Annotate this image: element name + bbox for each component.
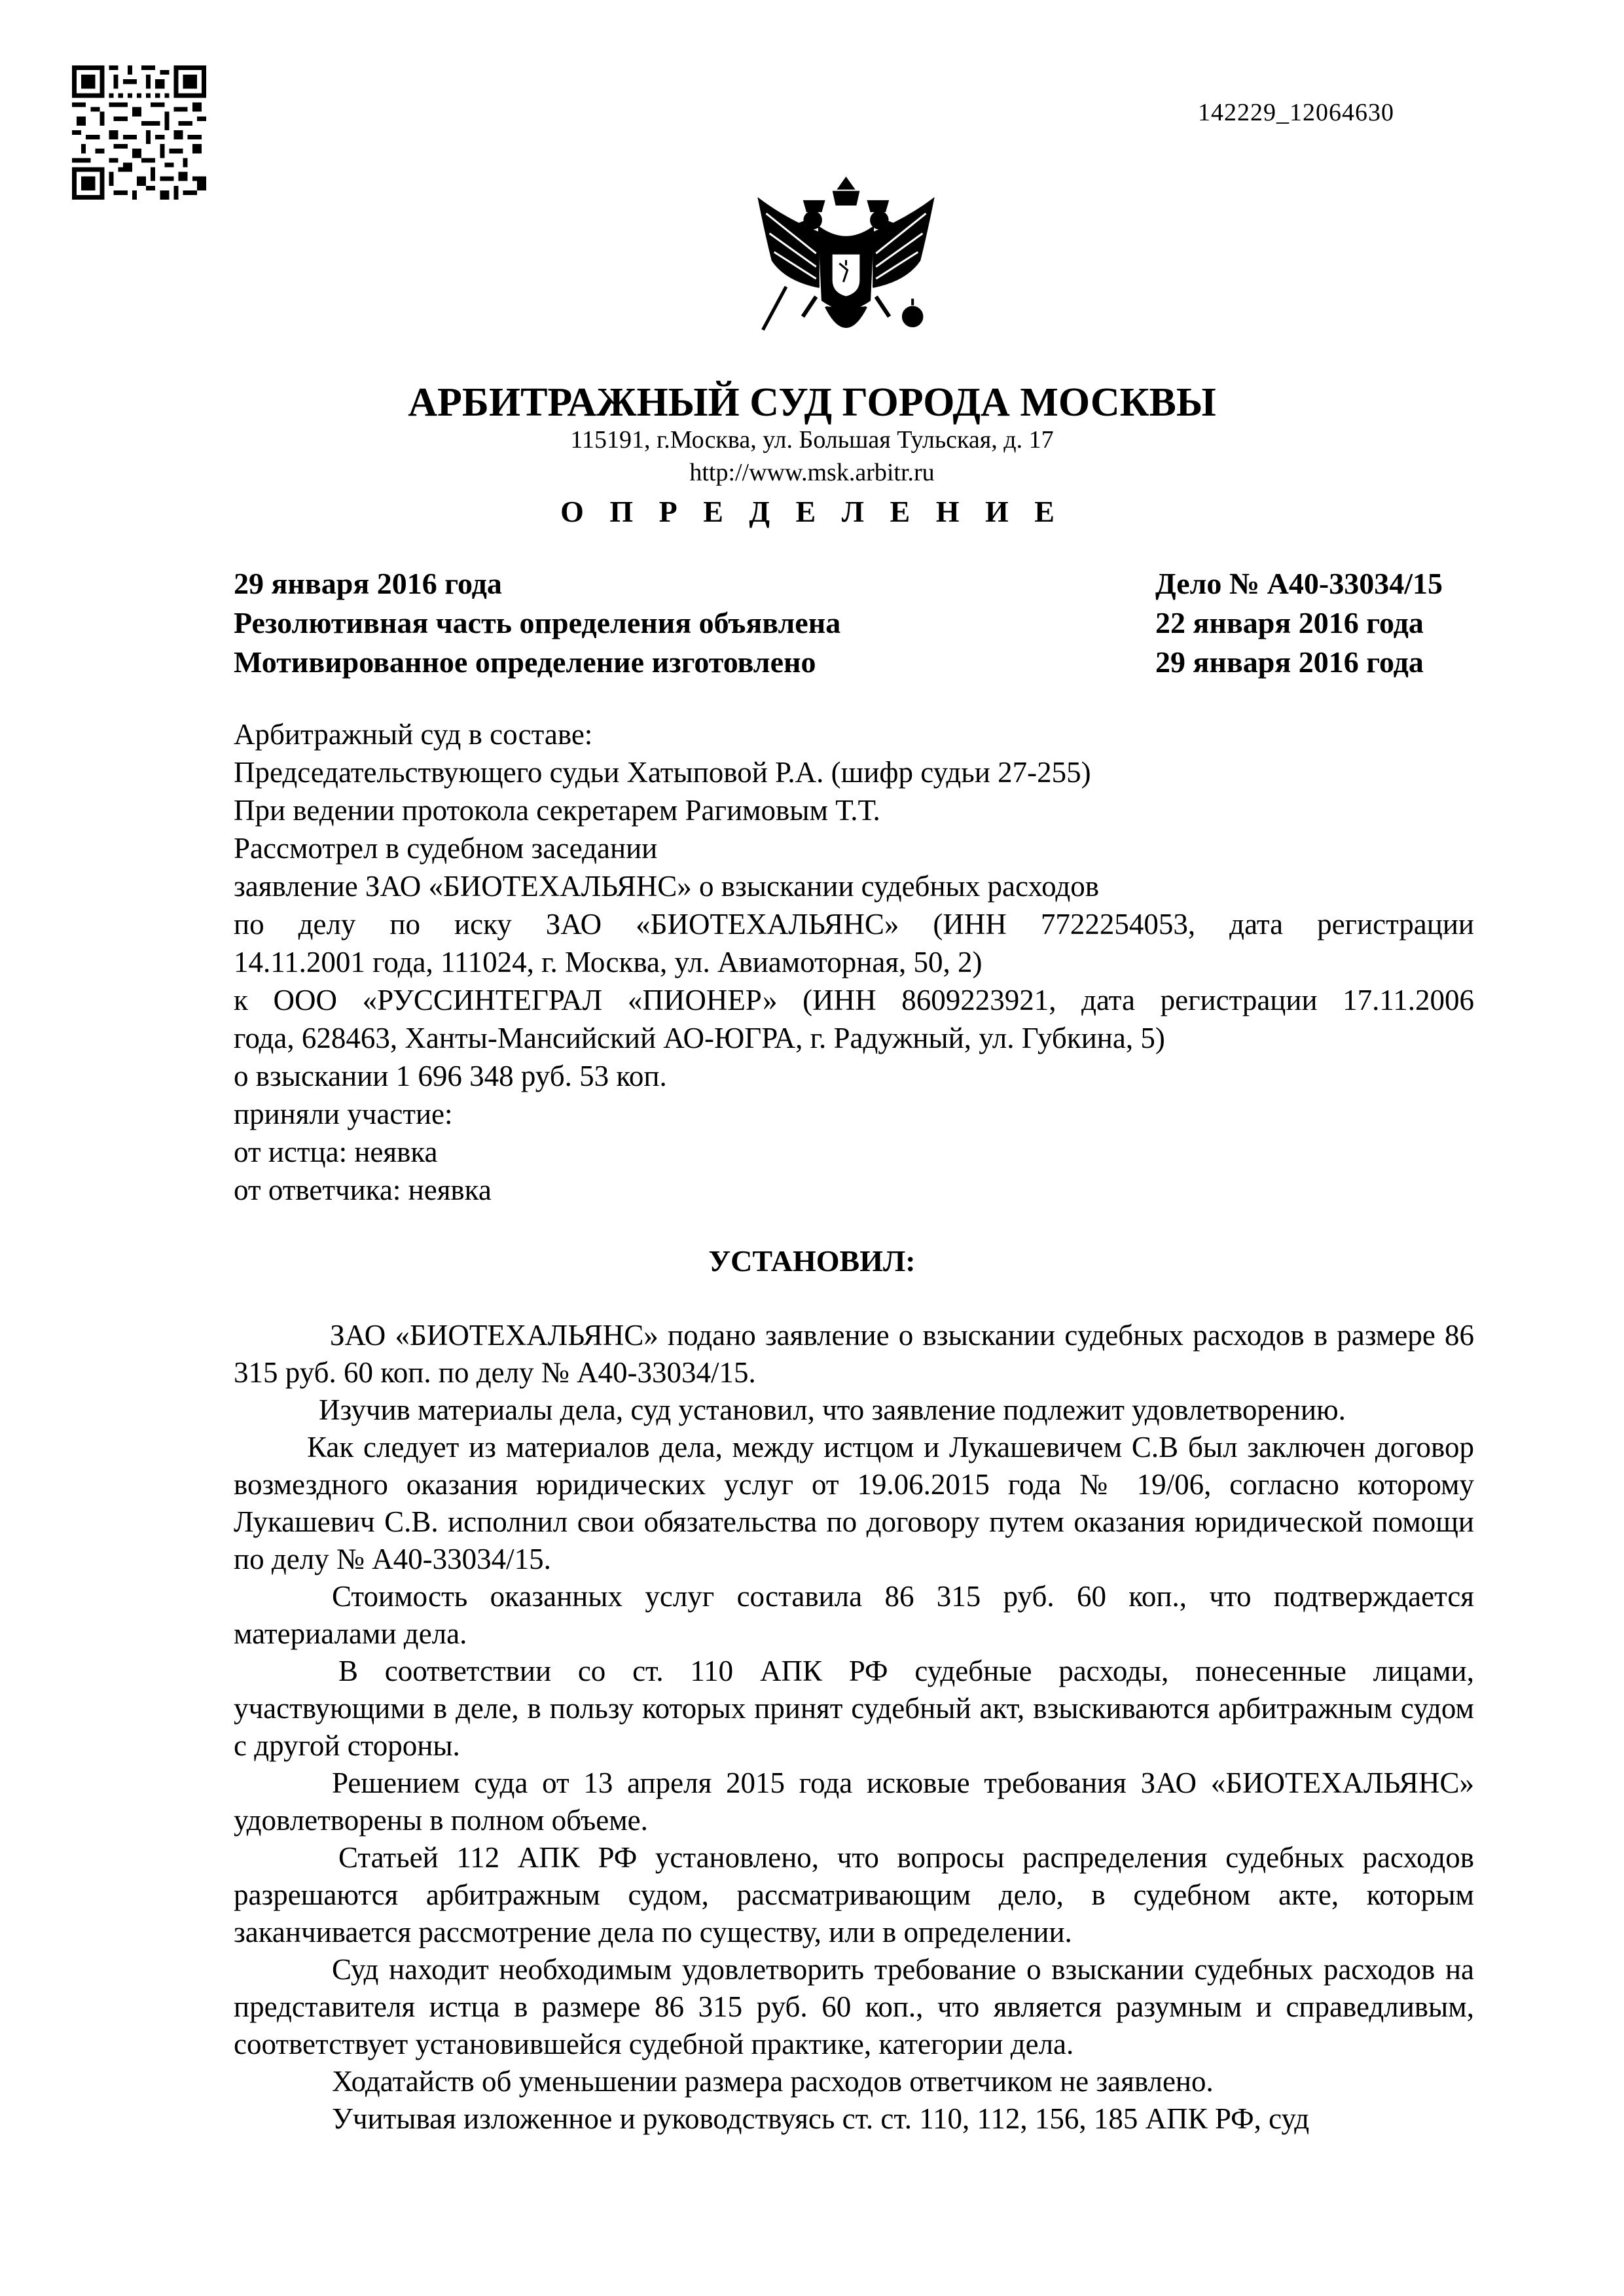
intro-line: Арбитражный суд в составе:: [234, 718, 593, 751]
paragraph: Суд находит необходимым удовлетворить требование о взыскании судебных расходов на представителя истца в размере 86 315 руб. 60 коп., что является разумным и справедливым, соответствует установившейся судебной практике, категории дела.: [234, 1953, 1474, 2060]
document-id: 142229_12064630: [1198, 99, 1394, 126]
case-details: [234, 715, 1474, 1209]
case-number: Дело № А40-33034/15: [1155, 567, 1443, 600]
paragraph: Как следует из материалов дела, между истцом и Лукашевичем С.В был заключен договор возмездного оказания юридических услуг от 19.06.2015 года № 19/06, согласно которому Лукашевич С.В. исполнил свои обязательства по договору путем оказания юридической помощи по делу № А40-33034/15.: [234, 1431, 1474, 1575]
paragraph: Статьей 112 АПК РФ установлено, что вопросы распределения судебных расходов разрешаются арбитражным судом, рассматривающим дело, в судебном акте, которым заканчивается рассмотрение дела по существу, или в определении.: [234, 1841, 1474, 1948]
intro-line: от ответчика: неявка: [234, 1174, 492, 1206]
court-name: АРБИТРАЖНЫЙ СУД ГОРОДА МОСКВЫ: [408, 380, 1216, 425]
paragraph: Стоимость оказанных услуг составила 86 315 руб. 60 коп., что подтверждается материалами дела.: [234, 1580, 1474, 1650]
paragraph: Учитывая изложенное и руководствуясь ст. ст. 110, 112, 156, 185 АПК РФ, суд: [332, 2102, 1310, 2135]
coat-of-arms-icon: [746, 173, 946, 360]
motivated-label: Мотивированное определение изготовлено: [234, 645, 816, 679]
intro-line: Председательствующего судьи Хатыповой Р.А. (шифр судьи 27-255): [234, 756, 1091, 789]
paragraph: Изучив материалы дела, суд установил, что заявление подлежит удовлетворению.: [319, 1393, 1346, 1426]
motivated-date: 29 января 2016 года: [1155, 645, 1424, 679]
decision-date: 29 января 2016 года: [234, 567, 502, 600]
intro-line: по делу по иску ЗАО «БИОТЕХАЛЬЯНС» (ИНН 7722254053, дата регистрации: [234, 908, 1474, 941]
section-title: УСТАНОВИЛ:: [708, 1244, 916, 1278]
intro-line: о взыскании 1 696 348 руб. 53 коп.: [234, 1060, 667, 1092]
intro-line: года, 628463, Ханты-Мансийский АО-ЮГРА, г. Радужный, ул. Губкина, 5): [234, 1022, 1165, 1054]
intro-line: 14.11.2001 года, 111024, г. Москва, ул. Авиамоторная, 50, 2): [234, 946, 983, 978]
paragraph: ЗАО «БИОТЕХАЛЬЯНС» подано заявление о взыскании судебных расходов в размере 86 315 руб. 60 коп. по делу № А40-33034/15.: [234, 1319, 1474, 1389]
intro-line: от истца: неявка: [234, 1136, 438, 1168]
paragraph: Решением суда от 13 апреля 2015 года исковые требования ЗАО «БИОТЕХАЛЬЯНС» удовлетворены в полном объеме.: [234, 1767, 1474, 1837]
document-body: [234, 1317, 1474, 2138]
intro-line: заявление ЗАО «БИОТЕХАЛЬЯНС» о взыскании судебных расходов: [234, 870, 1100, 903]
court-url: http://www.msk.arbitr.ru: [689, 459, 935, 486]
paragraph: В соответствии со ст. 110 АПК РФ судебные расходы, понесенные лицами, участвующими в деле, в пользу которых принят судебный акт, взыскиваются арбитражным судом с другой стороны.: [234, 1655, 1474, 1762]
resolution-label: Резолютивная часть определения объявлена: [234, 606, 841, 639]
intro-line: При ведении протокола секретарем Рагимовым Т.Т.: [234, 794, 880, 827]
intro-line: к ООО «РУССИНТЕГРАЛ «ПИОНЕР» (ИНН 8609223921, дата регистрации 17.11.2006: [234, 984, 1474, 1016]
paragraph: Ходатайств об уменьшении размера расходов ответчиком не заявлено.: [332, 2065, 1214, 2098]
qr-code-icon: [72, 65, 206, 200]
document-type: О П Р Е Д Е Л Е Н И Е: [560, 495, 1064, 528]
court-address: 115191, г.Москва, ул. Большая Тульская, д. 17: [570, 426, 1054, 454]
intro-line: Рассмотрел в судебном заседании: [234, 832, 658, 865]
intro-line: приняли участие:: [234, 1098, 453, 1130]
resolution-date: 22 января 2016 года: [1155, 606, 1424, 639]
